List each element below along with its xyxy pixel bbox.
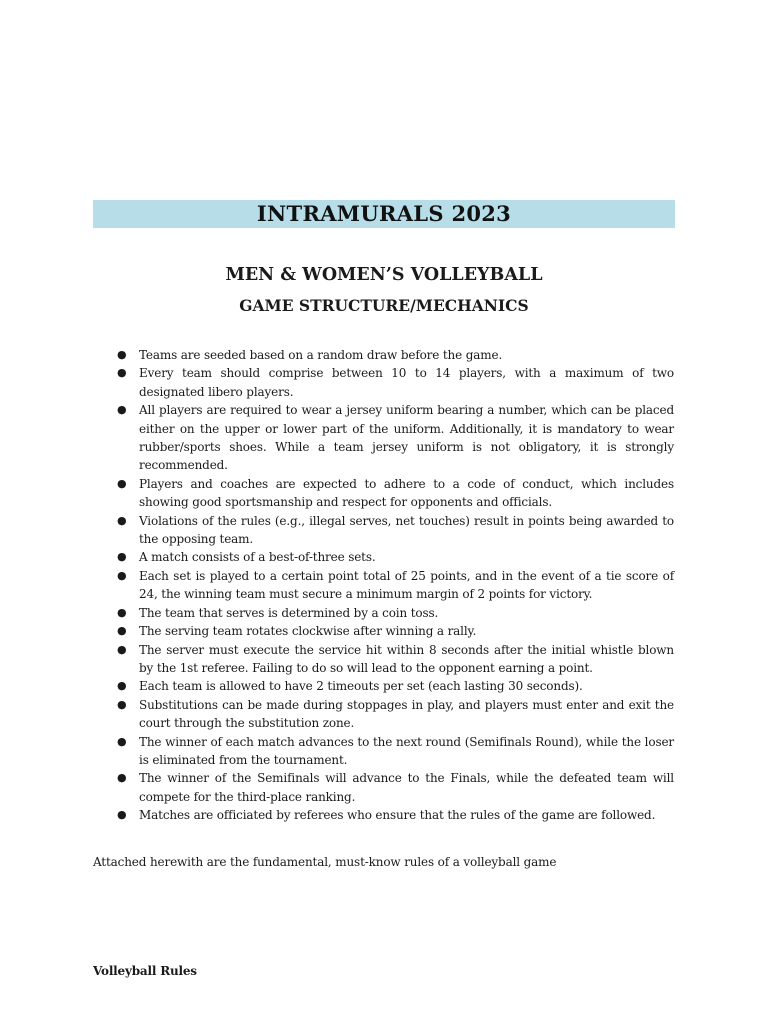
bullet-icon: ●: [117, 513, 127, 527]
bullet-icon: ●: [117, 771, 127, 785]
rule-text: The team that serves is determined by a coin toss.: [139, 605, 439, 620]
rule-item: [117, 806, 674, 824]
rules-list: [117, 346, 674, 825]
banner-title: INTRAMURALS 2023: [256, 201, 512, 226]
rule-text: The winner of each match advances to the next round (Semifinals Round), while the loser is eliminated from the tournament.: [139, 734, 674, 767]
rule-text: Each team is allowed to have 2 timeouts per set (each lasting 30 seconds).: [139, 679, 583, 694]
rule-text: Every team should comprise between 10 to 14 players, with a maximum of two designated libero players.: [139, 366, 674, 399]
bullet-icon: ●: [117, 476, 127, 490]
rule-text: Violations of the rules (e.g., illegal serves, net touches) result in points being awarded to the opposing team.: [139, 513, 674, 547]
rule-item: [117, 622, 674, 640]
bullet-icon: ●: [117, 550, 127, 564]
section-title: MEN & WOMEN’S VOLLEYBALL: [225, 265, 543, 285]
rule-item: [117, 696, 674, 733]
bullet-icon: ●: [117, 808, 127, 822]
bullet-icon: ●: [117, 403, 127, 417]
rule-item: [117, 512, 674, 549]
rule-text: Matches are officiated by referees who ensure that the rules of the game are followed.: [139, 808, 656, 823]
rule-text: Substitutions can be made during stoppages in play, and players must enter and exit the court through the substitution zone.: [139, 697, 674, 731]
rule-text: The serving team rotates clockwise after winning a rally.: [139, 624, 477, 639]
bullet-icon: ●: [117, 568, 127, 582]
rule-text: Teams are seeded based on a random draw before the game.: [139, 348, 503, 362]
rule-item: [117, 604, 674, 622]
bullet-icon: ●: [117, 366, 127, 380]
bullet-icon: ●: [117, 642, 127, 656]
volleyball-rules-heading: Volleyball Rules: [93, 964, 197, 978]
rule-text: Each set is played to a certain point total of 25 points, and in the event of a tie score of 24, the winning team must secure a minimum margin of 2 points for victory.: [139, 568, 674, 602]
rule-item: [117, 346, 674, 364]
bullet-icon: ●: [117, 679, 127, 693]
rule-item: [117, 475, 674, 512]
rule-item: [117, 769, 674, 806]
title-banner: [93, 200, 675, 228]
attached-note: Attached herewith are the fundamental, must-know rules of a volleyball game: [93, 855, 557, 869]
rule-text: Players and coaches are expected to adhere to a code of conduct, which includes showing good sportsmanship and respect for opponents and officials.: [139, 476, 674, 510]
rule-item: [117, 548, 674, 566]
rule-item: [117, 401, 674, 475]
bullet-icon: ●: [117, 348, 127, 361]
rule-text: The winner of the Semifinals will advance to the Finals, while the defeated team will compete for the third-place ranking.: [139, 771, 674, 804]
bullet-icon: ●: [117, 624, 127, 638]
bullet-icon: ●: [117, 605, 127, 619]
rule-item: [117, 567, 674, 604]
rule-text: All players are required to wear a jersey uniform bearing a number, which can be placed either on the upper or lower part of the uniform. Additionally, it is mandatory to wear rubber/sports shoes. While a team jersey uniform is not obligatory, it is strongly recommended.: [139, 403, 674, 473]
rule-item: [117, 677, 674, 695]
rule-text: The server must execute the service hit within 8 seconds after the initial whistle blown by the 1st referee. Failing to do so will lead to the opponent earning a point.: [139, 642, 674, 675]
section-subtitle: GAME STRUCTURE/MECHANICS: [239, 296, 529, 315]
rule-item: [117, 364, 674, 401]
rule-text: A match consists of a best-of-three sets.: [139, 550, 376, 565]
bullet-icon: ●: [117, 734, 127, 748]
rule-item: [117, 641, 674, 678]
rule-item: [117, 733, 674, 770]
bullet-icon: ●: [117, 697, 127, 711]
